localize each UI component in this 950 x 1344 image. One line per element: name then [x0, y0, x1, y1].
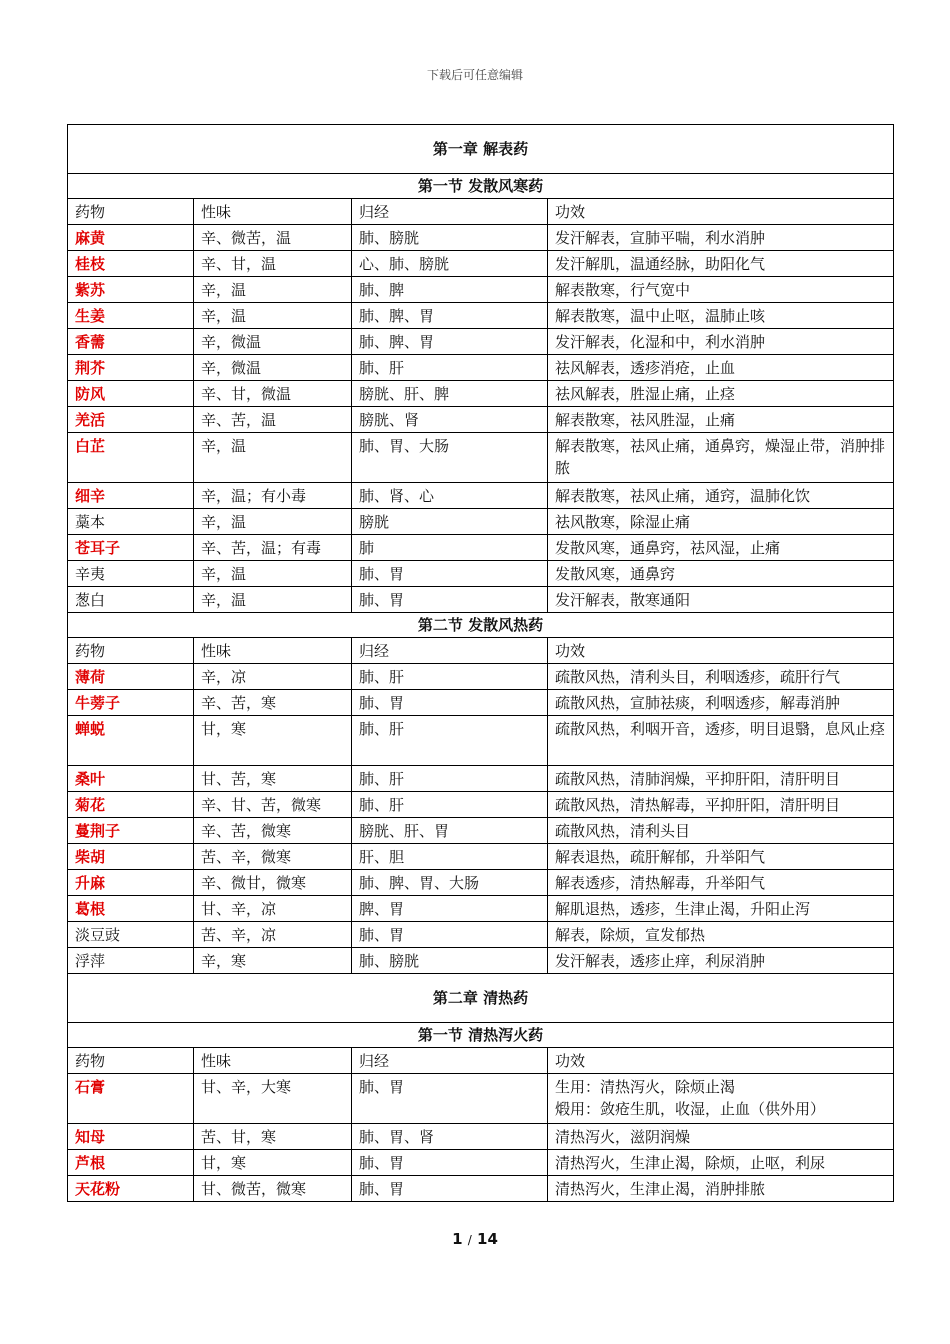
herb-taste: 辛、甘、苦，微寒 [194, 792, 352, 818]
column-header-taste: 性味 [194, 1048, 352, 1074]
effect-text: 发散风寒，通鼻窍 [555, 565, 676, 583]
herb-taste: 辛、苦，温 [194, 407, 352, 433]
herb-effect [548, 277, 894, 303]
table-row [68, 433, 894, 483]
herb-name: 荆芥 [68, 355, 194, 381]
herb-name: 白芷 [68, 433, 194, 483]
herb-taste: 辛，寒 [194, 948, 352, 974]
herb-effect [548, 870, 894, 896]
herb-name: 柴胡 [68, 844, 194, 870]
chapter-row [68, 974, 894, 1023]
effect-text: 清热泻火，滋阴润燥 [555, 1128, 691, 1146]
herb-meridian: 肝、胆 [352, 844, 548, 870]
column-header-effect: 功效 [548, 638, 894, 664]
column-header-herb: 药物 [68, 638, 194, 664]
herb-name: 紫苏 [68, 277, 194, 303]
herb-name: 薄荷 [68, 664, 194, 690]
herb-effect [548, 587, 894, 613]
herb-name: 浮萍 [68, 948, 194, 974]
herb-effect [548, 1124, 894, 1150]
table-row [68, 1176, 894, 1202]
herb-meridian: 膀胱 [352, 509, 548, 535]
herb-effect [548, 433, 894, 483]
herb-meridian: 肺、脾、胃 [352, 303, 548, 329]
herb-effect [548, 844, 894, 870]
herb-meridian: 肺、胃、肾 [352, 1124, 548, 1150]
herb-taste: 甘，寒 [194, 1150, 352, 1176]
effect-text: 解表透疹，清热解毒，升举阳气 [555, 874, 766, 892]
herb-name: 蝉蜕 [68, 716, 194, 766]
herb-name: 辛夷 [68, 561, 194, 587]
table-row [68, 792, 894, 818]
herb-taste: 辛，温；有小毒 [194, 483, 352, 509]
header-note: 下载后可任意编辑 [426, 68, 523, 82]
effect-text: 发散风寒，通鼻窍，祛风湿，止痛 [555, 539, 781, 557]
herb-name: 牛蒡子 [68, 690, 194, 716]
herb-taste: 辛，温 [194, 433, 352, 483]
herb-effect [548, 303, 894, 329]
herb-effect [548, 766, 894, 792]
herb-name: 细辛 [68, 483, 194, 509]
herb-effect [548, 483, 894, 509]
herb-name: 葱白 [68, 587, 194, 613]
herb-name: 防风 [68, 381, 194, 407]
table-row [68, 407, 894, 433]
herb-taste: 辛、微甘，微寒 [194, 870, 352, 896]
table-row [68, 509, 894, 535]
herb-effect [548, 381, 894, 407]
effect-text: 疏散风热，宣肺祛痰，利咽透疹，解毒消肿 [555, 694, 841, 712]
herb-effect [548, 896, 894, 922]
pagination [0, 1230, 950, 1248]
herb-meridian: 肺、胃 [352, 1074, 548, 1124]
column-header-row [68, 199, 894, 225]
herb-meridian: 肺、膀胱 [352, 948, 548, 974]
table-row [68, 561, 894, 587]
column-header-herb: 药物 [68, 199, 194, 225]
effect-text: 清热泻火，生津止渴，消肿排脓 [555, 1180, 766, 1198]
effect-text: 祛风解表，透疹消疮，止血 [555, 359, 736, 377]
page-separator: / [467, 1233, 472, 1247]
herb-meridian: 肺、胃 [352, 922, 548, 948]
section-title: 第二节 发散风热药 [68, 613, 894, 638]
herb-taste: 辛、苦，温；有毒 [194, 535, 352, 561]
column-header-effect: 功效 [548, 1048, 894, 1074]
herb-name: 菊花 [68, 792, 194, 818]
herb-meridian: 肺、肝 [352, 792, 548, 818]
herb-effect [548, 1176, 894, 1202]
column-header-herb: 药物 [68, 1048, 194, 1074]
herb-taste: 辛、苦，寒 [194, 690, 352, 716]
table-row [68, 1124, 894, 1150]
effect-text: 清热泻火，生津止渴，除烦，止呕，利尿 [555, 1154, 826, 1172]
herb-meridian: 肺、肝 [352, 664, 548, 690]
herb-meridian: 肺、肝 [352, 716, 548, 766]
table-row [68, 1074, 894, 1124]
herb-taste: 甘、辛，凉 [194, 896, 352, 922]
herb-meridian: 肺、脾 [352, 277, 548, 303]
herb-taste: 苦、甘，寒 [194, 1124, 352, 1150]
herb-taste: 辛、微苦，温 [194, 225, 352, 251]
herb-meridian: 肺、胃、大肠 [352, 433, 548, 483]
effect-text: 解表散寒，祛风止痛，通窍，温肺化饮 [555, 487, 811, 505]
herb-taste: 辛、甘，微温 [194, 381, 352, 407]
effect-text: 祛风散寒，除湿止痛 [555, 513, 691, 531]
herb-meridian: 肺、脾、胃、大肠 [352, 870, 548, 896]
herb-effect [548, 1074, 894, 1124]
column-header-taste: 性味 [194, 199, 352, 225]
herb-taste: 辛，微温 [194, 329, 352, 355]
table-row [68, 303, 894, 329]
table-row [68, 948, 894, 974]
table-row [68, 1150, 894, 1176]
section-row [68, 1023, 894, 1048]
herb-effect [548, 535, 894, 561]
table-row [68, 870, 894, 896]
herb-meridian: 脾、胃 [352, 896, 548, 922]
herb-meridian: 肺、胃 [352, 1176, 548, 1202]
herb-meridian: 肺、脾、胃 [352, 329, 548, 355]
effect-text: 解表散寒，祛风胜湿，止痛 [555, 411, 736, 429]
chapter-title: 第二章 清热药 [68, 974, 894, 1023]
herb-meridian: 膀胱、肝、胃 [352, 818, 548, 844]
herb-meridian: 肺、肾、心 [352, 483, 548, 509]
herb-effect [548, 948, 894, 974]
herb-meridian: 肺、胃 [352, 690, 548, 716]
herb-meridian: 膀胱、肝、脾 [352, 381, 548, 407]
table-row [68, 277, 894, 303]
section-title: 第一节 清热泻火药 [68, 1023, 894, 1048]
herb-name: 藁本 [68, 509, 194, 535]
table-row [68, 766, 894, 792]
herb-effect [548, 561, 894, 587]
herb-effect [548, 716, 894, 766]
effect-text: 疏散风热，清利头目，利咽透疹，疏肝行气 [555, 668, 841, 686]
herb-name: 生姜 [68, 303, 194, 329]
effect-text: 疏散风热，清利头目 [555, 822, 691, 840]
effect-text: 解表散寒，温中止呕，温肺止咳 [555, 307, 766, 325]
table-row [68, 690, 894, 716]
table-row [68, 251, 894, 277]
table-row [68, 225, 894, 251]
table-row [68, 355, 894, 381]
chapter-title: 第一章 解表药 [68, 125, 894, 174]
herb-taste: 苦、辛，凉 [194, 922, 352, 948]
herb-meridian: 心、肺、膀胱 [352, 251, 548, 277]
herb-taste: 辛，温 [194, 277, 352, 303]
herb-effect [548, 329, 894, 355]
herb-effect [548, 355, 894, 381]
column-header-row [68, 638, 894, 664]
herb-taste: 辛，温 [194, 303, 352, 329]
table-row [68, 922, 894, 948]
herb-name: 升麻 [68, 870, 194, 896]
column-header-meridian: 归经 [352, 199, 548, 225]
effect-text-2: 煅用：敛疮生肌，收湿，止血（供外用） [555, 1100, 826, 1118]
herb-meridian: 肺、胃 [352, 587, 548, 613]
table-row [68, 587, 894, 613]
herb-effect [548, 225, 894, 251]
herb-effect [548, 509, 894, 535]
herb-taste: 苦、辛，微寒 [194, 844, 352, 870]
effect-text: 解表散寒，祛风止痛，通鼻窍，燥湿止带，消肿排脓 [555, 437, 886, 477]
herb-effect [548, 1150, 894, 1176]
page-current: 1 [452, 1230, 463, 1248]
section-row [68, 613, 894, 638]
table-row [68, 716, 894, 766]
effect-text: 疏散风热，利咽开音，透疹，明目退翳，息风止痉 [555, 720, 886, 738]
effect-text: 疏散风热，清肺润燥，平抑肝阳，清肝明目 [555, 770, 841, 788]
herb-meridian: 膀胱、肾 [352, 407, 548, 433]
herb-effect [548, 792, 894, 818]
herb-meridian: 肺、膀胱 [352, 225, 548, 251]
herb-taste: 甘、微苦，微寒 [194, 1176, 352, 1202]
herb-taste: 辛，微温 [194, 355, 352, 381]
herb-name: 羌活 [68, 407, 194, 433]
herb-meridian: 肺 [352, 535, 548, 561]
table-row [68, 535, 894, 561]
herb-name: 石膏 [68, 1074, 194, 1124]
effect-text: 解肌退热，透疹，生津止渴，升阳止泻 [555, 900, 811, 918]
herb-effect [548, 664, 894, 690]
effect-text: 解表散寒，行气宽中 [555, 281, 691, 299]
herb-table [67, 124, 894, 1202]
herb-name: 知母 [68, 1124, 194, 1150]
herb-name: 葛根 [68, 896, 194, 922]
effect-text: 生用：清热泻火，除烦止渴 [555, 1078, 736, 1096]
herb-meridian: 肺、肝 [352, 766, 548, 792]
effect-text: 发汗解表，宣肺平喘，利水消肿 [555, 229, 766, 247]
effect-text: 发汗解表，透疹止痒，利尿消肿 [555, 952, 766, 970]
effect-text: 疏散风热，清热解毒，平抑肝阳，清肝明目 [555, 796, 841, 814]
herb-name: 桂枝 [68, 251, 194, 277]
section-row [68, 174, 894, 199]
herb-taste: 辛、苦，微寒 [194, 818, 352, 844]
herb-effect [548, 922, 894, 948]
column-header-meridian: 归经 [352, 1048, 548, 1074]
herb-taste: 辛，温 [194, 509, 352, 535]
effect-text: 发汗解表，化湿和中，利水消肿 [555, 333, 766, 351]
column-header-taste: 性味 [194, 638, 352, 664]
herb-taste: 甘，寒 [194, 716, 352, 766]
herb-taste: 辛，温 [194, 561, 352, 587]
column-header-row [68, 1048, 894, 1074]
herb-meridian: 肺、胃 [352, 1150, 548, 1176]
table-row [68, 818, 894, 844]
table-row [68, 844, 894, 870]
herb-name: 芦根 [68, 1150, 194, 1176]
herb-taste: 甘、辛，大寒 [194, 1074, 352, 1124]
table-row [68, 329, 894, 355]
effect-text: 发汗解表，散寒通阳 [555, 591, 691, 609]
chapter-row [68, 125, 894, 174]
effect-text: 发汗解肌，温通经脉，助阳化气 [555, 255, 766, 273]
herb-name: 香薷 [68, 329, 194, 355]
herb-name: 桑叶 [68, 766, 194, 792]
herb-table-body [68, 125, 894, 1202]
herb-taste: 辛、甘，温 [194, 251, 352, 277]
herb-meridian: 肺、肝 [352, 355, 548, 381]
herb-effect [548, 690, 894, 716]
column-header-effect: 功效 [548, 199, 894, 225]
effect-text: 解表，除烦，宣发郁热 [555, 926, 706, 944]
effect-text: 解表退热，疏肝解郁，升举阳气 [555, 848, 766, 866]
herb-name: 麻黄 [68, 225, 194, 251]
herb-name: 天花粉 [68, 1176, 194, 1202]
herb-taste: 辛，温 [194, 587, 352, 613]
herb-name: 淡豆豉 [68, 922, 194, 948]
effect-text: 祛风解表，胜湿止痛，止痉 [555, 385, 736, 403]
column-header-meridian: 归经 [352, 638, 548, 664]
table-row [68, 896, 894, 922]
table-row [68, 381, 894, 407]
table-row [68, 664, 894, 690]
herb-name: 蔓荆子 [68, 818, 194, 844]
herb-taste: 辛，凉 [194, 664, 352, 690]
herb-taste: 甘、苦，寒 [194, 766, 352, 792]
herb-effect [548, 407, 894, 433]
herb-name: 苍耳子 [68, 535, 194, 561]
table-row [68, 483, 894, 509]
section-title: 第一节 发散风寒药 [68, 174, 894, 199]
herb-effect [548, 251, 894, 277]
herb-meridian: 肺、胃 [352, 561, 548, 587]
herb-effect [548, 818, 894, 844]
page-total: 14 [477, 1230, 498, 1248]
